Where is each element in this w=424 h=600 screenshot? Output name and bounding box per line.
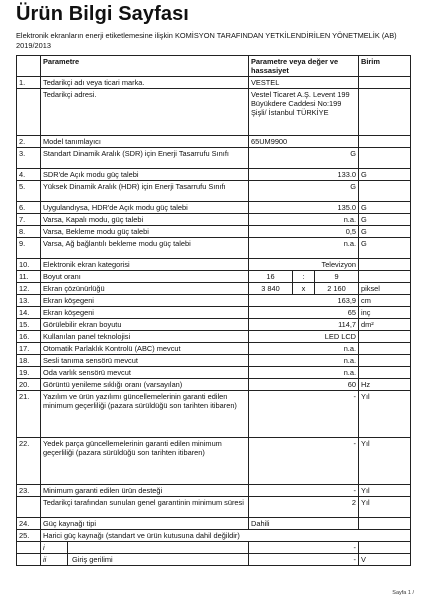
ratio-left: 16 [249, 271, 293, 283]
row-unit: piksel [359, 283, 411, 295]
row-unit [359, 518, 411, 530]
row-value: 2 [249, 497, 359, 518]
table-row [17, 226, 411, 238]
sub-row-label: Giriş gerilimi [72, 555, 113, 564]
row-number: 20. [17, 379, 41, 391]
row-number: 12. [17, 283, 41, 295]
table-row [17, 77, 411, 89]
row-number [17, 554, 41, 566]
row-number: 19. [17, 367, 41, 379]
sub-row-label [68, 542, 76, 553]
row-value: n.a. [249, 367, 359, 379]
row-label: SDR'de Açık modu güç talebi [41, 169, 249, 181]
row-value: - [249, 438, 359, 485]
row-label: Ekran köşegeni [41, 295, 249, 307]
header-unit: Birim [359, 56, 411, 77]
table-row [17, 271, 411, 283]
row-number: 3. [17, 148, 41, 169]
row-label: Uygulandıysa, HDR'de Açık modu güç talebi [41, 202, 249, 214]
row-number: 25. [17, 530, 41, 542]
row-unit [359, 343, 411, 355]
row-unit: G [359, 202, 411, 214]
row-unit [359, 148, 411, 169]
row-label: Görüntü yenileme sıklığı oranı (varsayılan) [41, 379, 249, 391]
row-unit [359, 181, 411, 202]
row-value: Televizyon [249, 259, 359, 271]
row-value: LED LCD [249, 331, 359, 343]
row-value: 114,7 [249, 319, 359, 331]
row-label: Minimum garanti edilen ürün desteği [41, 485, 249, 497]
row-unit [359, 355, 411, 367]
table-row [17, 331, 411, 343]
table-row [17, 518, 411, 530]
row-value: 65UM9900 [249, 136, 359, 148]
row-number [17, 497, 41, 518]
row-number: 21. [17, 391, 41, 438]
row-label: Sesli tanıma sensörü mevcut [41, 355, 249, 367]
row-label: Tedarikçi tarafından sunulan genel garantinin minimum süresi [41, 497, 249, 518]
row-label: Güç kaynağı tipi [41, 518, 249, 530]
row-value: VESTEL [249, 77, 359, 89]
row-unit: inç [359, 307, 411, 319]
row-label: Yüksek Dinamik Aralık (HDR) için Enerji Tasarrufu Sınıfı [41, 181, 249, 202]
row-number: 22. [17, 438, 41, 485]
row-label: Boyut oranı [41, 271, 249, 283]
row-unit [359, 331, 411, 343]
row-label: Model tanımlayıcı [41, 136, 249, 148]
row-value: 60 [249, 379, 359, 391]
row-label: Standart Dinamik Aralık (SDR) için Enerji Tasarrufu Sınıfı [41, 148, 249, 169]
row-unit: Yıl [359, 438, 411, 485]
row-label: Varsa, Ağ bağlantılı bekleme modu güç talebi [41, 238, 249, 259]
table-row [17, 238, 411, 259]
row-unit: cm [359, 295, 411, 307]
page-title: Ürün Bilgi Sayfası [16, 3, 189, 25]
product-info-table [16, 55, 411, 566]
row-label: Görülebilir ekran boyutu [41, 319, 249, 331]
row-number: 2. [17, 136, 41, 148]
row-unit [359, 542, 411, 554]
row-unit [359, 89, 411, 136]
row-number: 11. [17, 271, 41, 283]
row-value: 163,9 [249, 295, 359, 307]
table-row [17, 202, 411, 214]
sub-row-cell [41, 554, 249, 566]
table-row [17, 391, 411, 438]
row-label: Varsa, Bekleme modu güç talebi [41, 226, 249, 238]
resolution-height: 2 160 [315, 283, 359, 295]
table-header-row [17, 56, 411, 77]
row-number: 18. [17, 355, 41, 367]
table-row [17, 530, 411, 542]
row-unit: G [359, 169, 411, 181]
row-label: Ekran köşegeni [41, 307, 249, 319]
row-number: 10. [17, 259, 41, 271]
ratio-right: 9 [315, 271, 359, 283]
row-number: 14. [17, 307, 41, 319]
row-value: 0,5 [249, 226, 359, 238]
table-row [17, 497, 411, 518]
row-value: 133.0 [249, 169, 359, 181]
row-number [17, 542, 41, 554]
resolution-separator: x [293, 283, 315, 295]
table-row [17, 169, 411, 181]
row-unit: Yıl [359, 497, 411, 518]
table-row [17, 136, 411, 148]
row-unit: G [359, 214, 411, 226]
table-row [17, 367, 411, 379]
row-value: 135.0 [249, 202, 359, 214]
row-number: 7. [17, 214, 41, 226]
row-number: 6. [17, 202, 41, 214]
table-row [17, 355, 411, 367]
row-label: Ekran çözünürlüğü [41, 283, 249, 295]
row-number: 1. [17, 77, 41, 89]
header-parameter: Parametre [41, 56, 249, 77]
table-row [17, 343, 411, 355]
row-value: - [249, 391, 359, 438]
table-row [17, 89, 411, 136]
resolution-width: 3 840 [249, 283, 293, 295]
row-label: Yedek parça güncellemelerinin garanti edilen minimum geçerliliği (pazara sürüldüğü son tarihten itibaren) [41, 438, 249, 485]
row-number: 24. [17, 518, 41, 530]
row-label: Harici güç kaynağı (standart ve ürün kutusuna dahil değildir) [41, 530, 411, 542]
row-unit: dm² [359, 319, 411, 331]
row-value: Vestel Ticaret A.Ş. Levent 199 Büyükdere Caddesi No:199 Şişli/ İstanbul TÜRKİYE [249, 89, 359, 136]
sub-row-index: i [41, 542, 68, 553]
row-label: Elektronik ekran kategorisi [41, 259, 249, 271]
header-value: Parametre veya değer ve hassasiyet [249, 56, 359, 77]
row-unit: Yıl [359, 391, 411, 438]
table-row [17, 214, 411, 226]
row-number: 17. [17, 343, 41, 355]
row-label: Otomatik Parlaklık Kontrolü (ABC) mevcut [41, 343, 249, 355]
row-label: Yazılım ve ürün yazılımı güncellemelerinin garanti edilen minimum geçerliliği (pazara sürüldüğü son tarihten itibaren) [41, 391, 249, 438]
table-row [17, 485, 411, 497]
row-number: 13. [17, 295, 41, 307]
row-value: Dahili [249, 518, 359, 530]
row-unit [359, 77, 411, 89]
row-number [17, 89, 41, 136]
ratio-separator: : [293, 271, 315, 283]
row-value: 65 [249, 307, 359, 319]
row-unit [359, 136, 411, 148]
row-value: - [249, 554, 359, 566]
row-unit: V [359, 554, 411, 566]
row-number: 16. [17, 331, 41, 343]
row-number: 15. [17, 319, 41, 331]
header-number-cell [17, 56, 41, 77]
row-unit [359, 271, 411, 283]
table-row [17, 438, 411, 485]
table-row [17, 379, 411, 391]
row-label: Tedarikçi adresi. [41, 89, 249, 136]
row-label: Tedarikçi adı veya ticari marka. [41, 77, 249, 89]
page-footer: Sayfa 1 / [392, 590, 414, 596]
row-value: n.a. [249, 238, 359, 259]
row-unit [359, 259, 411, 271]
row-label: Varsa, Kapalı modu, güç talebi [41, 214, 249, 226]
row-unit: Hz [359, 379, 411, 391]
row-unit [359, 367, 411, 379]
row-unit: Yıl [359, 485, 411, 497]
table-row [17, 181, 411, 202]
row-value: G [249, 181, 359, 202]
table-row [17, 295, 411, 307]
row-number: 5. [17, 181, 41, 202]
sub-row-index: ii [41, 554, 68, 565]
table-row [17, 319, 411, 331]
row-number: 8. [17, 226, 41, 238]
row-label: Kullanılan panel teknolojisi [41, 331, 249, 343]
table-row [17, 148, 411, 169]
row-value: n.a. [249, 355, 359, 367]
row-value: - [249, 485, 359, 497]
row-value: G [249, 148, 359, 169]
table-row [17, 554, 411, 566]
row-unit: G [359, 226, 411, 238]
regulation-subtitle: Elektronik ekranların enerji etiketlemesine ilişkin KOMİSYON TARAFINDAN YETKİLENDİRİLEN YÖNETMELİK (AB) 2019/2013 [16, 31, 397, 50]
table-row [17, 259, 411, 271]
row-number: 9. [17, 238, 41, 259]
row-number: 23. [17, 485, 41, 497]
row-value: n.a. [249, 343, 359, 355]
table-row [17, 542, 411, 554]
row-label: Oda varlık sensörü mevcut [41, 367, 249, 379]
row-number: 4. [17, 169, 41, 181]
row-value: n.a. [249, 214, 359, 226]
row-value: - [249, 542, 359, 554]
row-unit: G [359, 238, 411, 259]
table-row [17, 283, 411, 295]
sub-row-cell [41, 542, 249, 554]
table-row [17, 307, 411, 319]
